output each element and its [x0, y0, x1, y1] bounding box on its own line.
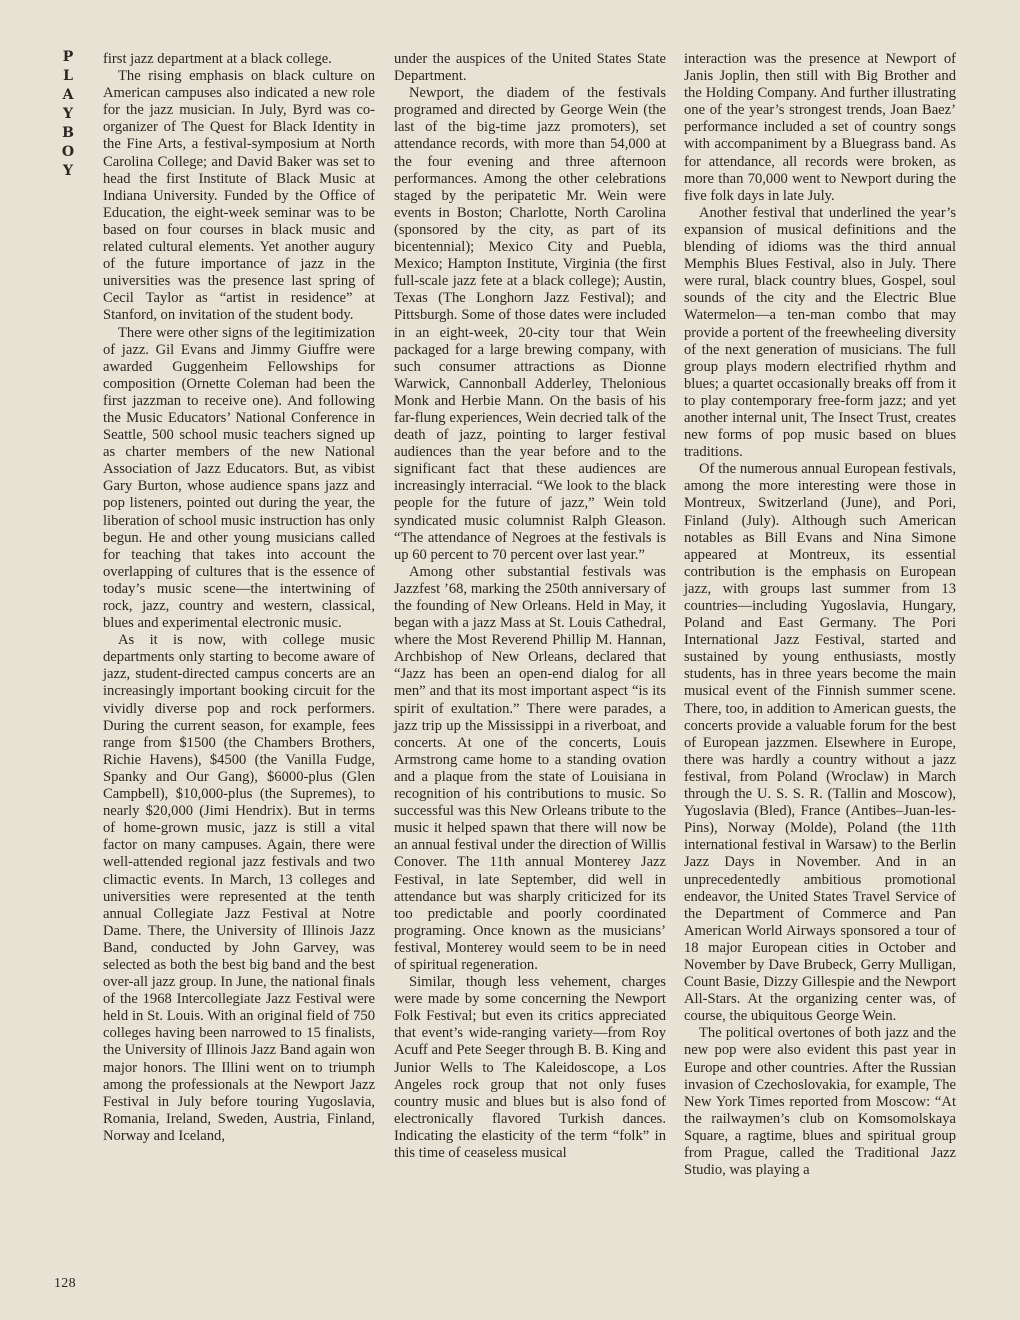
page-number: 128 — [54, 1276, 76, 1291]
paragraph: Newport, the diadem of the festivals programed and directed by George Wein (the last of the big-time jazz promoters), set attendance records, with more than 54,000 at the four evening and three afternoon performances. Among the other celebrations staged by the peripatetic Mr. Wein were events in Boston; Charlotte, North Carolina (sponsored by the city, as part of its bicentennial); Mexico City and Puebla, Mexico; Hampton Institute, Virginia (the first full-scale jazz fete at a black college); Austin, Texas (The Longhorn Jazz Festival); and Pittsburgh. Some of those dates were included in an eight-week, 20-city tour that Wein packaged for a large brewing company, with such consumer attractions as Dionne Warwick, Cannonball Adderley, Thelonious Monk and Herbie Mann. On the basis of his far-flung experiences, Wein decried talk of the death of jazz, pointing to larger festival audiences than the year before and to the significant fact that these audiences are increasingly interracial. “We look to the black people for the future of jazz,” Wein told syndicated music columnist Ralph Gleason. “The attendance of Negroes at the festivals is up 60 percent to 70 percent over last year.” — [394, 85, 666, 563]
paragraph: Similar, though less vehement, charges were made by some concerning the Newport Folk Festival; but even its critics appreciated that event’s wide-ranging variety—from Roy Acuff and Pete Seeger through B. B. King and Junior Wells to The Kaleidoscope, a Los Angeles rock group that not only fuses country music and blues but is also fond of electronically flavored Turkish dances. Indicating the elasticity of the term “folk” in this time of ceaseless musical — [394, 974, 666, 1161]
side-label-letter: L — [63, 68, 73, 84]
paragraph: interaction was the presence at Newport of Janis Joplin, then still with Big Brother and the Holding Company. And further illustrating one of the year’s strongest trends, Joan Baez’ performance included a set of country songs with accompaniment by a Bluegrass band. As for attendance, all records were broken, as more than 70,000 went to Newport during the five folk days in late July. — [684, 51, 956, 204]
side-label-letter: B — [62, 125, 74, 141]
paragraph: Another festival that underlined the year’s expansion of musical definitions and the blending of idioms was the third annual Memphis Blues Festival, also in July. There were rural, black country blues, Gospel, soul sounds of the city and the Electric Blue Watermelon—a ten-man combo that may provide a portent of the freewheeling diversity of the next generation of musicians. The full group plays modern electrified rhythm and blues; a quartet occasionally breaks off from it to play contemporary free-form jazz; and yet another internal unit, The Insect Trust, creates new forms of pop music based on blues traditions. — [684, 204, 956, 461]
side-label-letter: Y — [63, 163, 73, 179]
paragraph: As it is now, with college music departments only starting to become aware of jazz, student-directed campus concerts are an increasingly important booking circuit for the vividly diverse pop and rock performers. During the current season, for example, fees range from $1500 (the Chambers Brothers, Richie Havens), $4500 (the Vanilla Fudge, Spanky and Our Gang), $6000-plus (Glen Campbell), $10,000-plus (the Supremes), to nearly $20,000 (Jimi Hendrix). But in terms of home-grown music, jazz is still a vital factor on many campuses. Again, there were well-attended regional jazz festivals and two climactic events. In March, 13 colleges and universities were represented at the tenth annual Collegiate Jazz Festival at Notre Dame. There, the University of Illinois Jazz Band, conducted by John Garvey, was selected as both the best big band and the best over-all jazz group. In June, the national finals of the 1968 Intercollegiate Jazz Festival were held in St. Louis. With an original field of 750 colleges having been narrowed to 15 finalists, the University of Illinois Jazz Band again won major honors. The Illini went on to triumph among the professionals at the Newport Jazz Festival in July before touring Yugoslavia, Romania, Ireland, Sweden, Austria, Finland, Norway and Iceland, — [103, 632, 375, 1144]
paragraph: under the auspices of the United States State Department. — [394, 51, 666, 85]
paragraph: There were other signs of the legitimization of jazz. Gil Evans and Jimmy Giuffre were awarded Guggenheim Fellowships for composition (Ornette Coleman had been the first jazzman to receive one). And following the Music Educators’ National Conference in Seattle, 500 school music teachers signed up as charter members of the new National Association of Jazz Educators. But, as vibist Gary Burton, whose audience spans jazz and pop listeners, pointed out during the year, the liberation of school music instruction has only begun. He and other young musicians called for teaching that takes into account the overlapping of cultures that is the essence of today’s music scene—the intertwining of rock, jazz, country and western, classical, blues and experimental electronic music. — [103, 324, 375, 632]
article-column-2 — [394, 51, 666, 1162]
paragraph: Of the numerous annual European festivals, among the more interesting were those in Montreux, Switzerland (June), and Pori, Finland (July). Although such American notables as Bill Evans and Nina Simone appeared at Montreux, its essential contribution is the emphasis on European jazz, with groups last summer from 13 countries—including Yugoslavia, Hungary, Poland and East Germany. The Pori International Jazz Festival, started and sustained by young enthusiasts, mostly students, has in three years become the main musical event of the Finnish summer scene. There, too, in addition to American guests, the concerts provide a valuable forum for the best of European jazzmen. Elsewhere in Europe, there was hardly a country without a jazz festival, from Poland (Wroclaw) in March through the U. S. S. R. (Tallin and Moscow), Yugoslavia (Bled), France (Antibes–Juan-les-Pins), Norway (Molde), Poland (the 11th international festival in Warsaw) to the Berlin Jazz Days in November. And in an unprecedentedly ambitious promotional endeavor, the United States Travel Service of the Department of Commerce and Pan American World Airways sponsored a tour of 18 major European cities in October and November by Dave Brubeck, Gerry Mulligan, Count Basie, Dizzy Gillespie and the Newport All-Stars. At the organizing center was, of course, the ubiquitous George Wein. — [684, 461, 956, 1025]
side-label-letter: A — [62, 87, 74, 103]
side-label-letter: Y — [63, 106, 73, 122]
paragraph: first jazz department at a black college. — [103, 51, 332, 67]
side-label-letter: P — [62, 49, 74, 65]
article-column-1 — [103, 51, 375, 1145]
paragraph: The rising emphasis on black culture on American campuses also indicated a new role for the jazz musician. In July, Byrd was co-organizer of The Quest for Black Identity in the Fine Arts, a festival-symposium at North Carolina College; and David Baker was set to head the first Institute of Black Music at Indiana University. Funded by the Office of Education, the eight-week seminar was to be based on four courses in black music and related cultural elements. Yet another augury of the future importance of jazz in the universities was the presence last spring of Cecil Taylor as “artist in residence” at Stanford, on invitation of the student body. — [103, 68, 375, 324]
paragraph: Among other substantial festivals was Jazzfest ’68, marking the 250th anniversary of the founding of New Orleans. Held in May, it began with a jazz Mass at St. Louis Cathedral, where the Most Reverend Phillip M. Hannan, Archbishop of New Orleans, declared that “Jazz has been an open-end dialog for all men” and that its most important aspect “is its spirit of exultation.” There were parades, a jazz trip up the Mississippi in a riverboat, and concerts. At one of the concerts, Louis Armstrong came home to a standing ovation and a plaque from the state of Louisiana in recognition of his contributions to music. So successful was this New Orleans tribute to the music it helped spawn that there will now be an annual festival under the direction of Willis Conover. The 11th annual Monterey Jazz Festival, in late September, did well in attendance but was sharply criticized for its too predictable and poorly coordinated programing. Once known as the musicians’ festival, Monterey would seem to be in need of spiritual regeneration. — [394, 563, 666, 973]
article-column-3 — [684, 51, 956, 1179]
side-label-letter: O — [61, 144, 75, 160]
paragraph: The political overtones of both jazz and the new pop were also evident this past year in Europe and other countries. After the Russian invasion of Czechoslovakia, for example, The New York Times reported from Moscow: “At the railwaymen’s club on Komsomolskaya Square, a ragtime, blues and spiritual group from Prague, called the Traditional Jazz Studio, was playing a — [684, 1025, 956, 1179]
magazine-side-label — [58, 48, 78, 181]
